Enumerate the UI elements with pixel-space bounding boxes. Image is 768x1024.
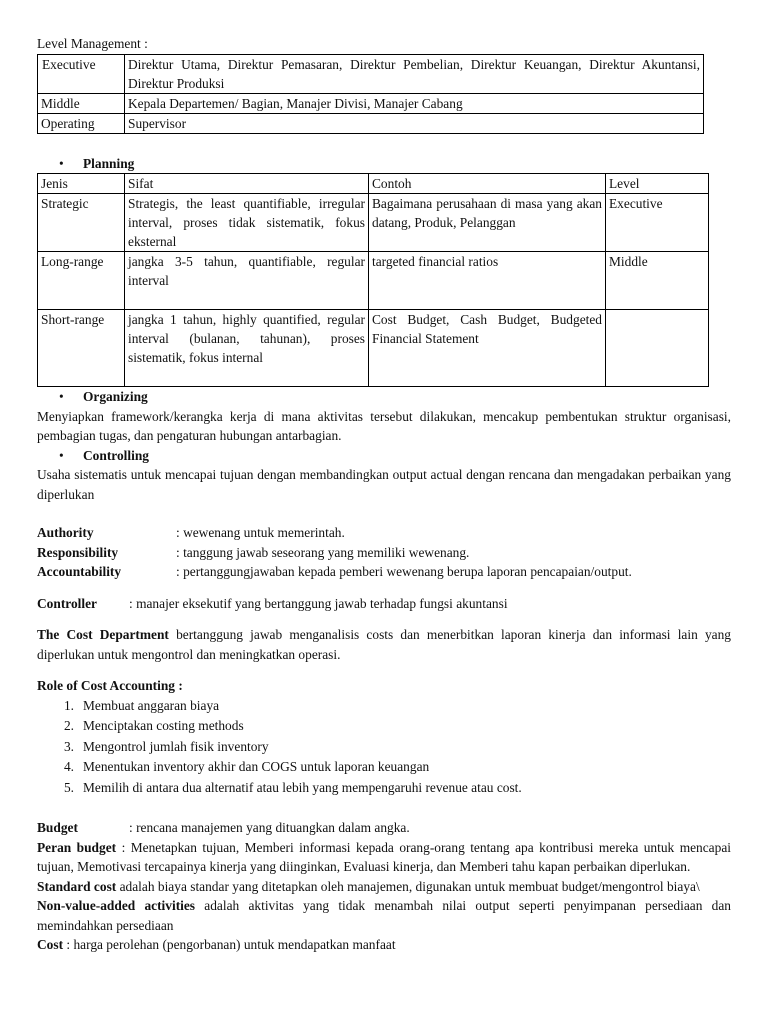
level-cell: Middle bbox=[606, 252, 709, 310]
cost-department-text: bertanggung jawab menganalisis costs dan menerbitkan laporan kinerja dan informasi lain yang diperlukan untuk mengontrol dan meningkatkan operasi. bbox=[37, 627, 731, 662]
organizing-heading-label: Organizing bbox=[83, 389, 148, 404]
sifat-cell: jangka 1 tahun, highly quantified, regular interval (bulanan, tahunan), proses sistematik, fokus internal bbox=[125, 310, 369, 387]
definition-term: Controller bbox=[37, 595, 97, 611]
table-row bbox=[38, 194, 709, 252]
list-item: 2. Menciptakan costing methods bbox=[63, 718, 244, 733]
cost-paragraph bbox=[37, 935, 731, 955]
level-cell: Executive bbox=[38, 54, 125, 93]
level-management-title: Level Management : bbox=[37, 36, 148, 51]
planning-table bbox=[37, 173, 709, 387]
standard-cost-paragraph bbox=[37, 877, 731, 897]
table-row bbox=[38, 113, 704, 133]
bullet-icon: • bbox=[59, 447, 64, 463]
jenis-cell: Short-range bbox=[38, 310, 125, 387]
positions-cell: Direktur Utama, Direktur Pemasaran, Direktur Pembelian, Direktur Keuangan, Direktur Akuntansi, Direktur Produksi bbox=[125, 54, 704, 93]
jenis-cell: Long-range bbox=[38, 252, 125, 310]
header-jenis: Jenis bbox=[38, 174, 125, 194]
definition-term: Budget bbox=[37, 820, 78, 835]
level-cell: Middle bbox=[38, 93, 125, 113]
document-page bbox=[37, 34, 731, 955]
organizing-heading bbox=[37, 387, 731, 407]
contoh-cell: Cost Budget, Cash Budget, Budgeted Financial Statement bbox=[369, 310, 606, 387]
controlling-heading bbox=[37, 446, 731, 466]
list-item: 5. Memilih di antara dua alternatif atau lebih yang mempengaruhi revenue atau cost. bbox=[63, 779, 522, 795]
cost-term: Cost bbox=[37, 937, 64, 952]
level-cell: Executive bbox=[606, 194, 709, 252]
non-value-added-text: adalah aktivitas yang tidak menambah nilai output seperti penyimpanan persediaan dan memindahkan persediaan bbox=[37, 898, 731, 933]
level-cell bbox=[606, 310, 709, 387]
sifat-cell: Strategis, the least quantifiable, irregular interval, proses tidak sistematik, fokus eksternal bbox=[125, 194, 369, 252]
header-level: Level bbox=[606, 174, 709, 194]
planning-heading bbox=[37, 154, 731, 174]
definition-text: : manajer eksekutif yang bertanggung jawab terhadap fungsi akuntansi bbox=[129, 595, 508, 611]
definition-text: : tanggung jawab seseorang yang memiliki wewenang. bbox=[176, 544, 470, 560]
definition-responsibility bbox=[37, 543, 731, 563]
bullet-icon: • bbox=[59, 155, 64, 171]
bullet-icon: • bbox=[59, 389, 64, 404]
cost-department-paragraph bbox=[37, 625, 731, 664]
cost-department-term: The Cost Department bbox=[37, 627, 169, 642]
controlling-text: Usaha sistematis untuk mencapai tujuan dengan membandingkan output actual dengan rencana dan mengadakan perbaikan yang diperlukan bbox=[37, 467, 731, 502]
controlling-heading-label: Controlling bbox=[83, 447, 149, 463]
standard-cost-text: adalah biaya standar yang ditetapkan oleh manajemen, digunakan untuk membuat budget/mengontrol biaya\ bbox=[116, 878, 700, 894]
table-row bbox=[38, 54, 704, 93]
header-sifat: Sifat bbox=[125, 174, 369, 194]
definition-term: Authority bbox=[37, 525, 94, 540]
non-value-added-term: Non-value-added activities bbox=[37, 898, 196, 913]
contoh-cell: Bagaimana perusahaan di masa yang akan datang, Produk, Pelanggan bbox=[369, 194, 606, 252]
definition-controller bbox=[37, 594, 731, 614]
sifat-cell: jangka 3-5 tahun, quantifiable, regular interval bbox=[125, 252, 369, 310]
definition-authority bbox=[37, 523, 731, 543]
list-item: 1. Membuat anggaran biaya bbox=[63, 697, 220, 713]
list-item: 4. Menentukan inventory akhir dan COGS untuk laporan keuangan bbox=[63, 759, 430, 774]
level-cell: Operating bbox=[38, 113, 125, 133]
positions-cell: Supervisor bbox=[125, 113, 704, 133]
role-heading: Role of Cost Accounting : bbox=[37, 678, 183, 693]
definition-text: : rencana manajemen yang dituangkan dalam angka. bbox=[129, 820, 410, 835]
role-list bbox=[37, 696, 731, 799]
table-row bbox=[38, 310, 709, 387]
cost-text: : harga perolehan (pengorbanan) untuk mendapatkan manfaat bbox=[63, 937, 396, 952]
jenis-cell: Strategic bbox=[38, 194, 125, 252]
definition-text: : wewenang untuk memerintah. bbox=[176, 525, 345, 540]
positions-cell: Kepala Departemen/ Bagian, Manajer Divisi, Manajer Cabang bbox=[125, 93, 704, 113]
table-header-row bbox=[38, 174, 709, 194]
table-row bbox=[38, 252, 709, 310]
peran-budget-term: Peran budget bbox=[37, 839, 117, 855]
header-contoh: Contoh bbox=[369, 174, 606, 194]
definition-term: Accountability bbox=[37, 564, 122, 579]
planning-heading-label: Planning bbox=[83, 155, 135, 171]
non-value-added-paragraph bbox=[37, 896, 731, 935]
level-management-table bbox=[37, 54, 704, 134]
peran-budget-text: : Menetapkan tujuan, Memberi informasi kepada orang-orang tentang apa kontribusi mereka untuk mencapai tujuan, Memotivasi tercapainya kinerja yang diinginkan, Evaluasi kinerja, dan Memberi tahu kapan perbaikan diperlukan. bbox=[37, 839, 731, 874]
list-item: 3. Mengontrol jumlah fisik inventory bbox=[63, 738, 269, 754]
table-row bbox=[38, 93, 704, 113]
organizing-text: Menyiapkan framework/kerangka kerja di mana aktivitas tersebut dilakukan, mencakup pembentukan struktur organisasi, pembagian tugas, dan pengaturan hubungan antarbagian. bbox=[37, 408, 731, 443]
standard-cost-term: Standard cost bbox=[37, 878, 117, 894]
peran-budget-paragraph bbox=[37, 838, 731, 877]
definition-budget bbox=[37, 818, 731, 838]
definition-text: : pertanggungjawaban kepada pemberi wewenang berupa laporan pencapaian/output. bbox=[176, 564, 632, 579]
definition-accountability bbox=[37, 562, 731, 582]
contoh-cell: targeted financial ratios bbox=[369, 252, 606, 310]
definition-term: Responsibility bbox=[37, 544, 119, 560]
